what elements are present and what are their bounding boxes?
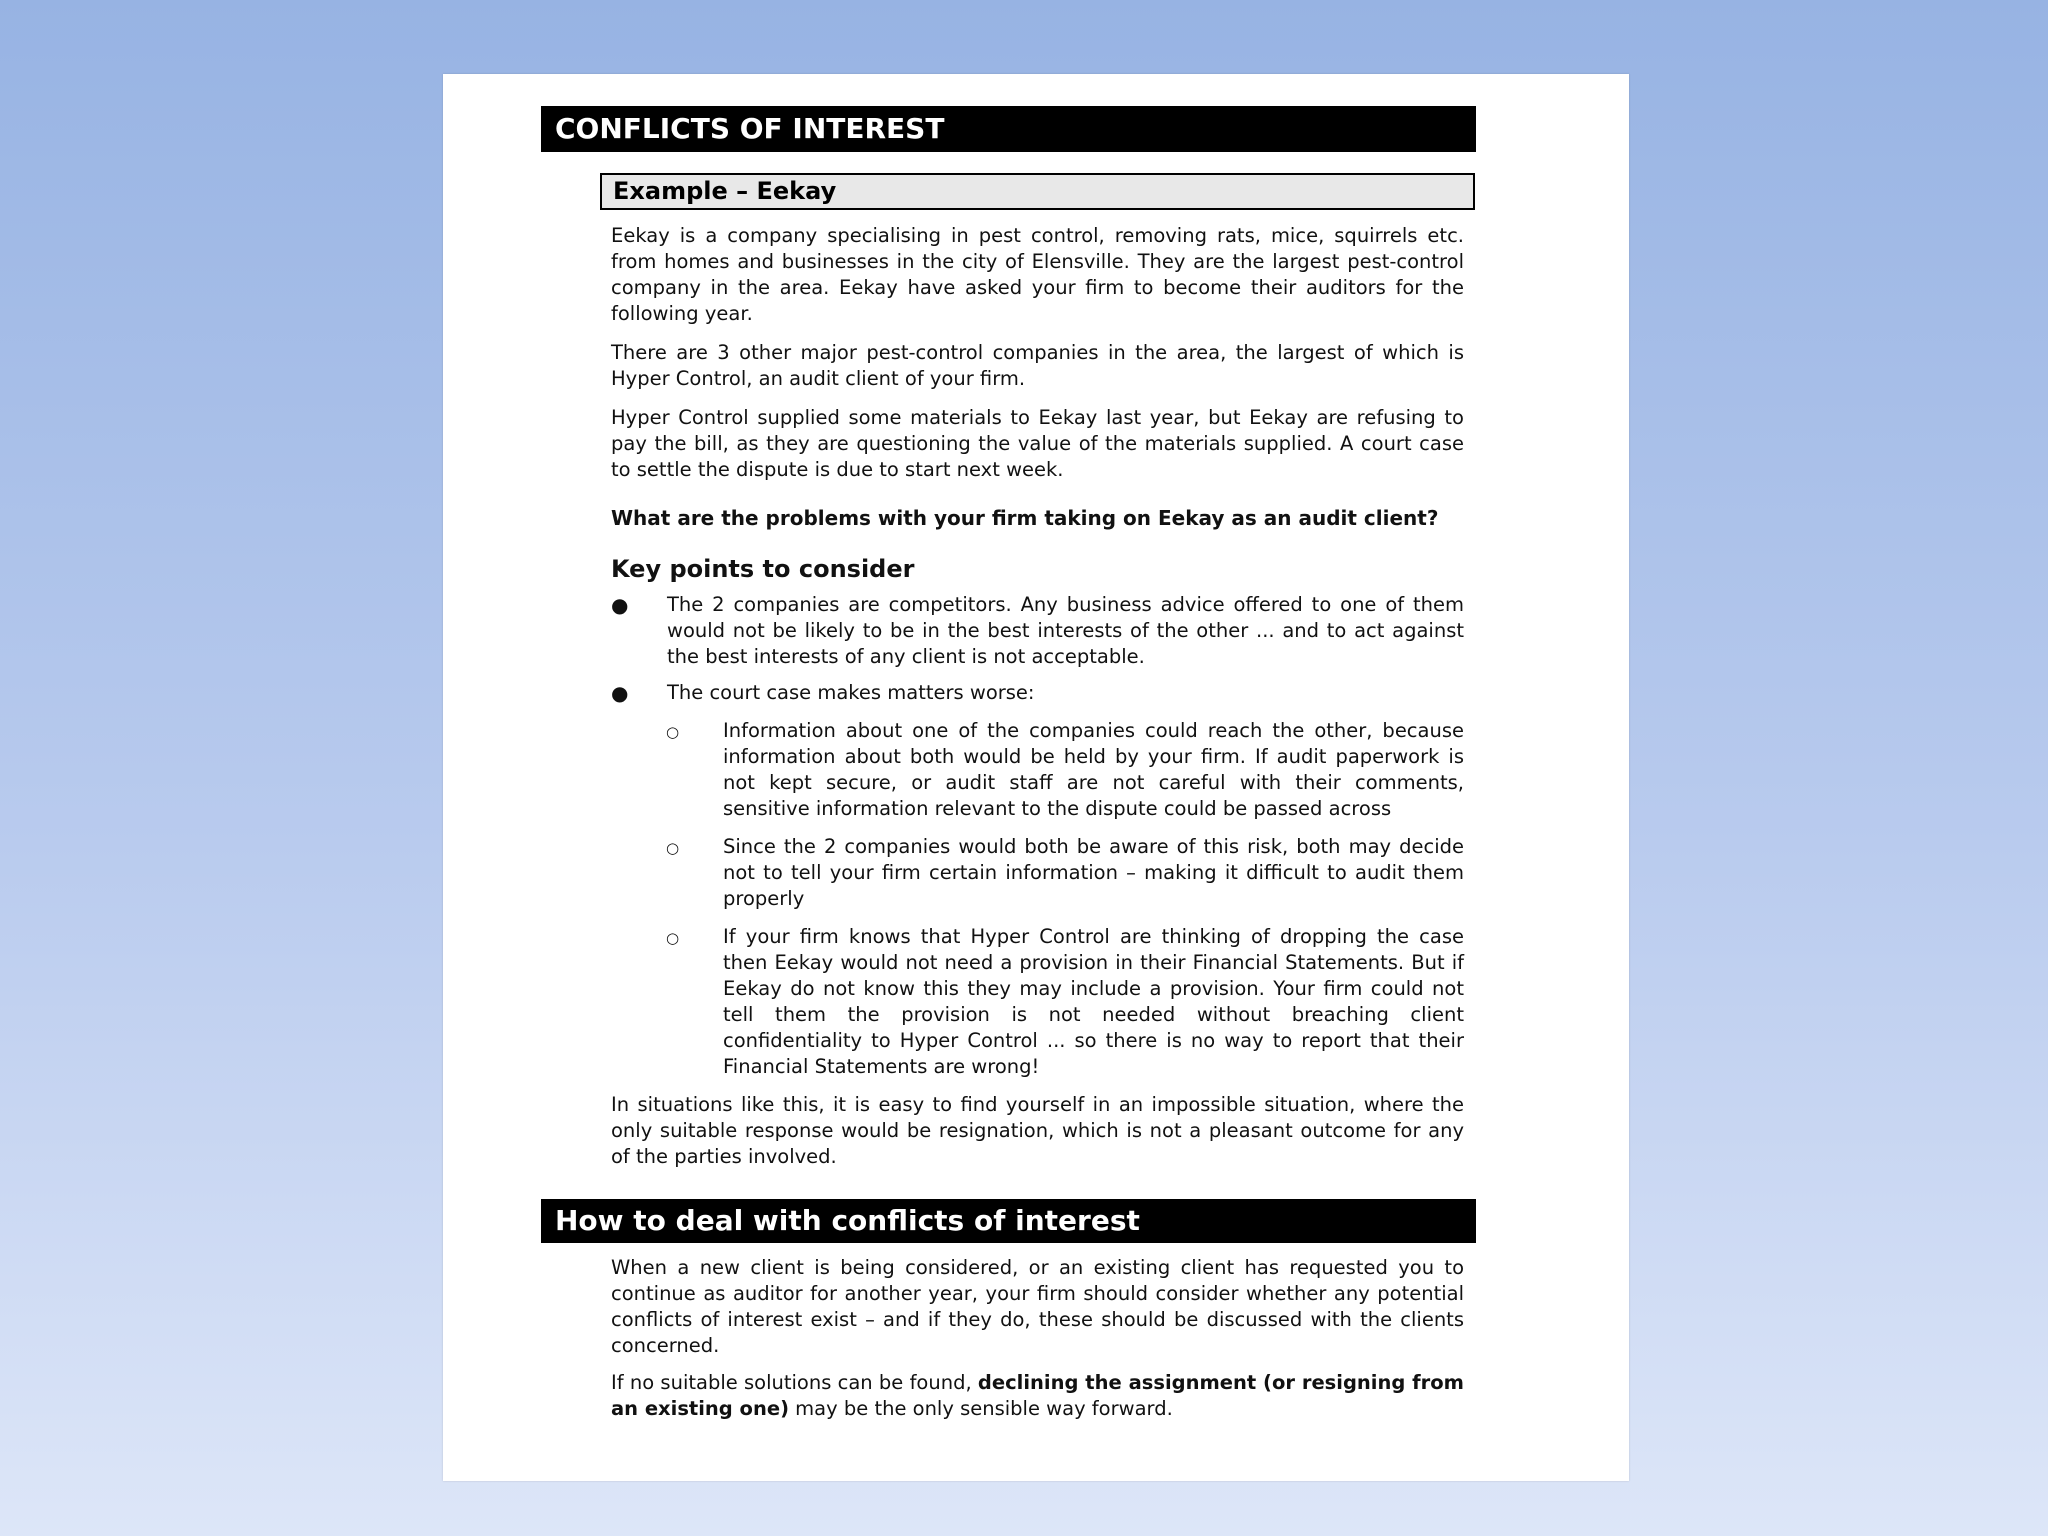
sub-bullet-text: If your firm knows that Hyper Control are thinking of dropping the case then Eekay would not need a provision in their Financial Statements. But if Eekay do not know this they may include a provision. Your firm could not tell them the provision is not needed without breaching client confidentiality to Hyper Control ... so there is no way to report that their Financial Statements are wrong! (723, 925, 1464, 1078)
question-text: What are the problems with your firm taking on Eekay as an audit client? (611, 506, 1439, 530)
conclusion-paragraph: In situations like this, it is easy to find yourself in an impossible situation, where the only suitable response would be resignation, which is not a pleasant outcome for any of the parties involved. (611, 1093, 1464, 1168)
bullet-text: The 2 companies are competitors. Any business advice offered to one of them would not be likely to be in the best interests of the other ... and to act against the best interests of any client is not acceptable. (667, 593, 1464, 668)
bullet-item (611, 592, 1464, 670)
circle-marker-icon: ○ (666, 929, 680, 947)
final-text-end: may be the only sensible way forward. (788, 1397, 1173, 1420)
key-points-heading: Key points to consider (611, 555, 915, 583)
paragraph: Eekay is a company specialising in pest control, removing rats, mice, squirrels etc. from homes and businesses in the city of Elensville. They are the largest pest-control company in the area. Eekay have asked your firm to become their auditors for the following year. (611, 224, 1464, 325)
paragraph: Hyper Control supplied some materials to Eekay last year, but Eekay are refusing to pay the bill, as they are questioning the value of the materials supplied. A court case to settle the dispute is due to start next week. (611, 406, 1464, 481)
final-paragraph (611, 1370, 1464, 1422)
bullet-marker-icon: ● (611, 593, 629, 617)
sub-bullet-text: Information about one of the companies could reach the other, because information about both would be held by your firm. If audit paperwork is not kept secure, or audit staff are not careful with their comments, sensitive information relevant to the dispute could be passed across (723, 719, 1464, 820)
bullet-marker-icon: ● (611, 681, 629, 705)
section-heading-how-to-deal: How to deal with conflicts of interest (541, 1199, 1476, 1243)
bullet-item (611, 680, 1464, 706)
circle-marker-icon: ○ (666, 839, 680, 857)
sub-bullet-item (611, 924, 1464, 1080)
bullet-text: The court case makes matters worse: (667, 681, 1035, 704)
sub-bullet-text: Since the 2 companies would both be aware of this risk, both may decide not to tell your firm certain information – making it difficult to audit them properly (723, 835, 1464, 910)
circle-marker-icon: ○ (666, 723, 680, 741)
sub-bullet-item (611, 718, 1464, 822)
example-title-box: Example – Eekay (600, 173, 1475, 210)
sub-bullet-item (611, 834, 1464, 912)
example-body (611, 223, 1464, 1170)
paragraph: There are 3 other major pest-control companies in the area, the largest of which is Hyper Control, an audit client of your firm. (611, 341, 1464, 390)
final-text-bold: declining the assignment (or resigning from an existing one) (611, 1371, 1464, 1420)
how-to-deal-body (611, 1255, 1464, 1422)
section-heading-conflicts: CONFLICTS OF INTEREST (541, 106, 1476, 152)
paragraph: When a new client is being considered, or an existing client has requested you to continue as auditor for another year, your firm should consider whether any potential conflicts of interest exist – and if they do, these should be discussed with the clients concerned. (611, 1256, 1464, 1357)
document-page (443, 74, 1629, 1481)
final-text-start: If no suitable solutions can be found, (611, 1371, 978, 1394)
